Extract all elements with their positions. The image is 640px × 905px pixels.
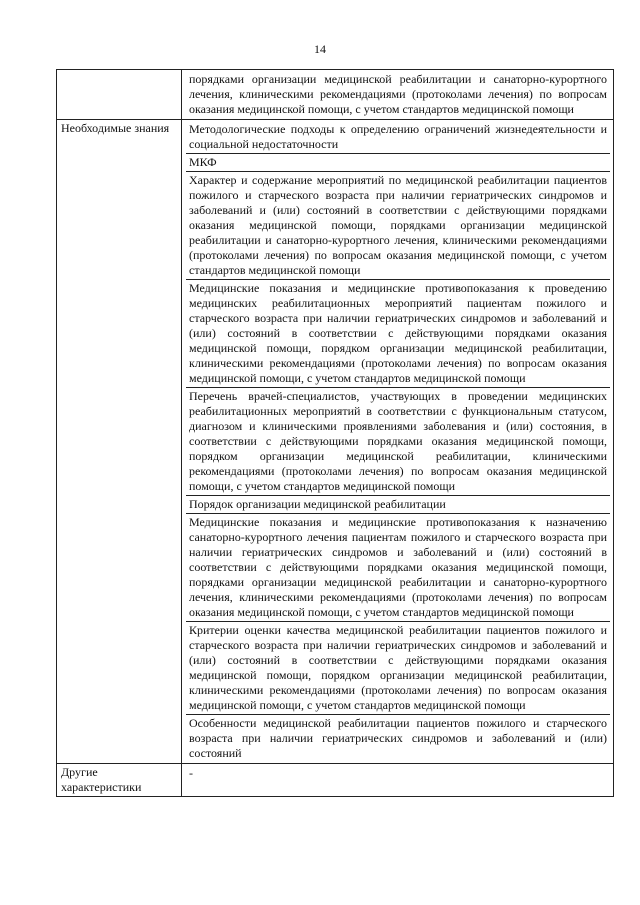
row-label: Необходимые знания xyxy=(57,120,182,764)
row-label: Другие характеристики xyxy=(57,764,182,797)
content-item xyxy=(186,388,610,496)
row-content xyxy=(182,70,614,120)
table-row xyxy=(57,70,614,120)
content-item xyxy=(186,622,610,715)
content-item-text: Характер и содержание мероприятий по медицинской реабилитации пациентов пожилого и старческого возраста при наличии гериатрических синдромов и заболеваний и (или) состояний в соответствии с действующими порядками оказания медицинской помощи, порядками организации медицинской реабилитации и санаторно-курортного лечения, клиническими рекомендациями (протоколами лечения) по вопросам оказания медицинской помощи, с учетом стандартов медицинской помощи xyxy=(189,173,607,277)
table-row xyxy=(57,764,614,797)
content-item xyxy=(186,280,610,388)
content-item xyxy=(186,715,610,762)
row-content xyxy=(182,120,614,764)
content-item xyxy=(186,496,610,514)
content-item-text: Перечень врачей-специалистов, участвующих в проведении медицинских реабилитационных мероприятий в соответствии с функциональным статусом, диагнозом и клиническими проявлениями заболевания и (или) состояния, в соответствии с действующими порядками оказания медицинской помощи, порядком организации медицинской реабилитации, клиническими рекомендациями (протоколами лечения) по вопросам оказания медицинской помощи, с учетом стандартов медицинской помощи xyxy=(189,389,607,493)
content-item-text: - xyxy=(189,766,193,780)
content-item-text: порядками организации медицинской реабилитации и санаторно-курортного лечения, клиническими рекомендациями (протоколами лечения) по вопросам оказания медицинской помощи, с учетом стандартов медицинской помощи xyxy=(189,72,607,116)
content-item xyxy=(186,154,610,172)
row-content xyxy=(182,764,614,797)
content-item-text: Методологические подходы к определению ограничений жизнедеятельности и социальной недостаточности xyxy=(189,122,607,151)
content-item-text: МКФ xyxy=(189,155,217,169)
content-item-text: Медицинские показания и медицинские противопоказания к назначению санаторно-курортного лечения пациентам пожилого и старческого возраста при наличии гериатрических синдромов и заболеваний и (или) состояний в соответствии с действующими порядками оказания медицинской помощи, порядками организации медицинской реабилитации и санаторно-курортного лечения, клиническими рекомендациями (протоколами лечения) по вопросам оказания медицинской помощи, с учетом стандартов медицинской помощи xyxy=(189,515,607,619)
content-item xyxy=(186,765,610,782)
table-row xyxy=(57,120,614,764)
table-body xyxy=(57,70,614,797)
content-item xyxy=(186,71,610,118)
page-number: 14 xyxy=(314,42,326,56)
requirements-table xyxy=(56,69,614,797)
content-item-text: Особенности медицинской реабилитации пациентов пожилого и старческого возраста при наличии гериатрических синдромов и заболеваний и (или) состояний xyxy=(189,716,607,760)
content-item-text: Критерии оценки качества медицинской реабилитации пациентов пожилого и старческого возраста при наличии гериатрических синдромов и заболеваний и (или) состояний в соответствии с действующими порядками оказания медицинской помощи, порядком организации медицинской реабилитации, клиническими рекомендациями (протоколами лечения) по вопросам оказания медицинской помощи, с учетом стандартов медицинской помощи xyxy=(189,623,607,712)
content-item-text: Порядок организации медицинской реабилитации xyxy=(189,497,446,511)
content-item xyxy=(186,514,610,622)
content-item xyxy=(186,172,610,280)
content-item-text: Медицинские показания и медицинские противопоказания к проведению медицинских реабилитационных мероприятий пациентам пожилого и старческого возраста при наличии гериатрических синдромов и заболеваний и (или) состояний в соответствии с действующими порядками оказания медицинской помощи, порядком организации медицинской реабилитации, клиническими рекомендациями (протоколами лечения) по вопросам оказания медицинской помощи, с учетом стандартов медицинской помощи xyxy=(189,281,607,385)
row-label xyxy=(57,70,182,120)
content-item xyxy=(186,121,610,154)
